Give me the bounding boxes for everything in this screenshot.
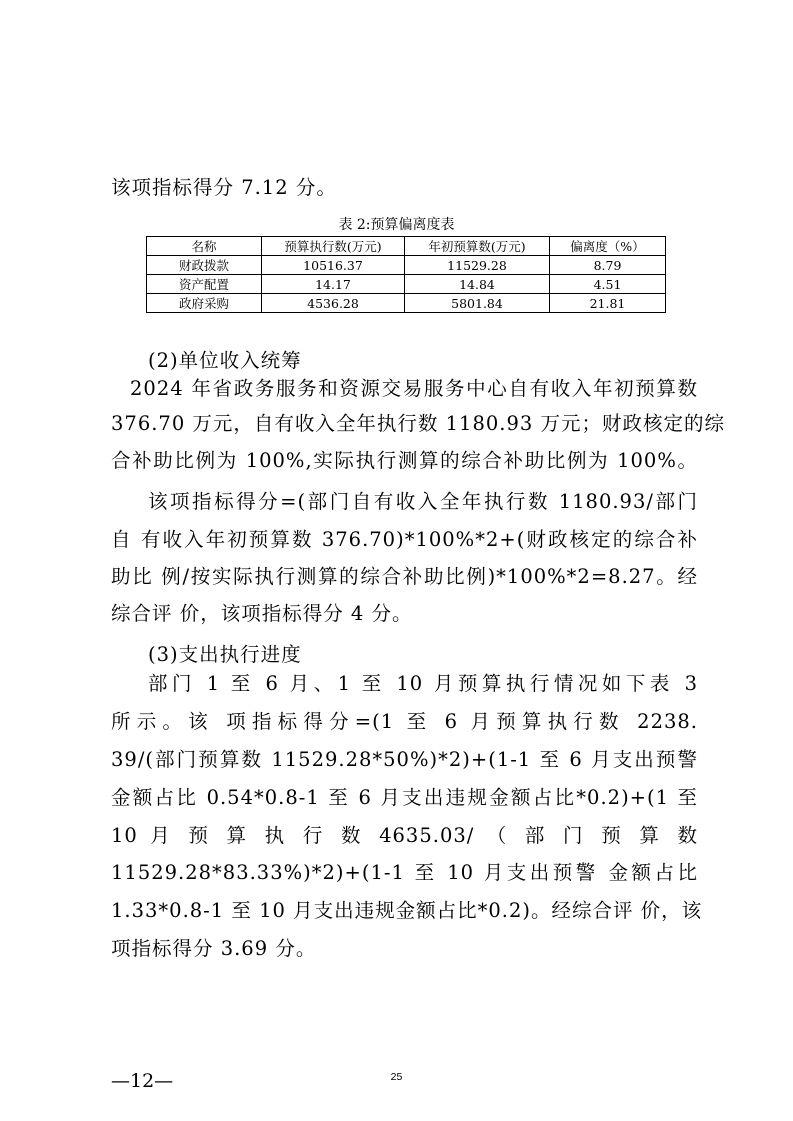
table-row: [147, 294, 666, 313]
page-number: 25: [390, 1071, 403, 1083]
table-row: [147, 275, 666, 294]
table-caption: 表 2:预算偏离度表: [338, 217, 455, 233]
paragraph-line: 综合评 价，该项指标得分 4 分。: [111, 602, 413, 625]
table-cell: 21.81: [550, 294, 666, 313]
paragraph-line: 助比 例/按实际执行测算的综合补助比例)*100%*2=8.27。经: [111, 565, 698, 588]
table-header-row: [147, 237, 666, 256]
intro-score-line: 该项指标得分 7.12 分。: [111, 176, 337, 199]
header-executed: 预算执行数(万元): [262, 237, 405, 256]
table-cell: 资产配置: [147, 275, 262, 294]
table-cell: 政府采购: [147, 294, 262, 313]
paragraph-line: 金额占比 0.54*0.8-1 至 6 月支出违规金额占比*0.2)+(1 至: [111, 786, 698, 809]
paragraph-line: 项指标得分 3.69 分。: [111, 937, 317, 960]
paragraph-line: 376.70 万元，自有收入全年执行数 1180.93 万元；财政核定的综: [111, 412, 725, 435]
table-cell: 4.51: [550, 275, 666, 294]
paragraph-line: 该项指标得分=(部门自有收入全年执行数 1180.93/部门: [148, 490, 698, 513]
table-cell: 10516.37: [262, 256, 405, 275]
paragraph-line: 10 月 预 算 执 行 数 4635.03/ （ 部 门 预 算 数: [111, 824, 698, 847]
section-3-heading: (3)支出执行进度: [148, 643, 302, 666]
budget-deviation-table: [146, 236, 666, 313]
table-cell: 14.84: [405, 275, 550, 294]
table-cell: 4536.28: [262, 294, 405, 313]
paragraph-line: 所示。该 项指标得分=(1 至 6 月预算执行数 2238.: [111, 710, 698, 733]
table-cell: 5801.84: [405, 294, 550, 313]
paragraph-line: 1.33*0.8-1 至 10 月支出违规金额占比*0.2)。经综合评 价，该: [111, 899, 703, 922]
paragraph-line: 合补助比例为 100%,实际执行测算的综合补助比例为 100%。: [111, 449, 698, 472]
table-cell: 财政拨款: [147, 256, 262, 275]
table-cell: 14.17: [262, 275, 405, 294]
header-name: 名称: [147, 237, 262, 256]
table-cell: 11529.28: [405, 256, 550, 275]
paragraph-line: 39/(部门预算数 11529.28*50%)*2)+(1-1 至 6 月支出预警: [111, 748, 698, 771]
section-2-heading: (2)单位收入统筹: [148, 349, 302, 372]
table-row: [147, 256, 666, 275]
table-cell: 8.79: [550, 256, 666, 275]
paragraph-line: 11529.28*83.33%)*2)+(1-1 至 10 月支出预警 金额占比: [111, 861, 698, 884]
paragraph-line: 2024 年省政务服务和资源交易服务中心自有收入年初预算数: [130, 377, 698, 400]
header-initial-budget: 年初预算数(万元): [405, 237, 550, 256]
page-label: —12—: [111, 1070, 174, 1092]
header-deviation: 偏离度（%）: [550, 237, 666, 256]
paragraph-line: 部门 1 至 6 月、1 至 10 月预算执行情况如下表 3: [148, 672, 698, 695]
paragraph-line: 自 有收入年初预算数 376.70)*100%*2+(财政核定的综合补: [111, 528, 698, 551]
